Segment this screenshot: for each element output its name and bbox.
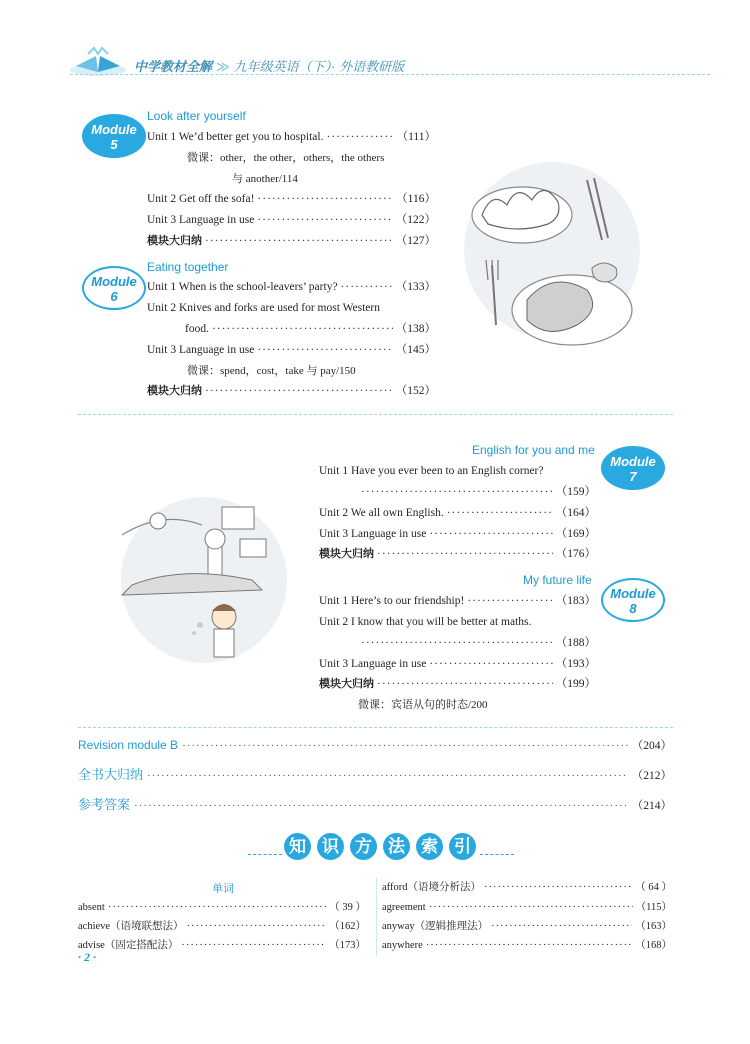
toc-entry[interactable]: Unit 3 Language in use ····· （122）	[147, 210, 436, 230]
index-entry[interactable]: advise（固定搭配法） ····· （173）	[78, 936, 366, 955]
toc-entry[interactable]: 模块大归纳 ····· （199）	[319, 674, 596, 694]
index-entry[interactable]: agreement ····· （115）	[382, 898, 672, 917]
module-6-title: Eating together	[147, 260, 229, 274]
toc-entry[interactable]: Unit 3 Language in use ····· （169）	[319, 524, 596, 544]
toc-entry[interactable]: Unit 2 Get off the sofa! ····· （116）	[147, 189, 436, 209]
index-banner	[284, 833, 476, 860]
banner-char: 法	[383, 833, 410, 860]
toc-entry[interactable]: Unit 3 Language in use ····· （145）	[147, 340, 436, 360]
header-rule	[70, 74, 710, 75]
index-entry[interactable]: achieve（语境联想法） ····· （162）	[78, 917, 366, 936]
book-title: 中学教材全解	[134, 59, 213, 74]
index-entry[interactable]: anywhere ····· （168）	[382, 936, 672, 955]
module-7-badge: Module 7	[601, 446, 665, 490]
banner-char: 引	[449, 833, 476, 860]
column-divider	[376, 878, 377, 956]
section-divider	[78, 727, 673, 728]
toc-entry[interactable]: 模块大归纳 ····· （127）	[147, 231, 436, 251]
banner-char: 识	[317, 833, 344, 860]
header-title: 中学教材全解 ≫ 九年级英语（下）· 外语教研版	[134, 59, 405, 74]
toc-entry[interactable]: food. ····· （138）	[185, 319, 436, 339]
book-summary-entry[interactable]: 全书大归纳 ····· （212）	[78, 765, 672, 786]
index-entry[interactable]: absent ····· （ 39 ）	[78, 898, 366, 917]
toc-entry[interactable]: Unit 1 Here’s to our friendship! ····· （183）	[319, 591, 596, 611]
module-6-badge: Module 6	[82, 266, 146, 310]
banner-char: 知	[284, 833, 311, 860]
micro-lesson: 与 another/114	[232, 173, 298, 185]
toc-entry[interactable]: 模块大归纳 ····· （152）	[147, 381, 436, 401]
module-7-title: English for you and me	[472, 443, 595, 457]
toc-entry[interactable]: Unit 2 We all own English. ····· （164）	[319, 503, 596, 523]
index-entry[interactable]: anyway（逻辑推理法） ····· （163）	[382, 917, 672, 936]
banner-dash-right	[480, 854, 514, 855]
banner-dash-left	[248, 854, 282, 855]
index-column-head: 单词	[212, 883, 234, 895]
banner-char: 方	[350, 833, 377, 860]
banner-char: 索	[416, 833, 443, 860]
toc-entry[interactable]: Unit 3 Language in use ····· （193）	[319, 654, 596, 674]
book-subtitle: 九年级英语（下）· 外语教研版	[233, 59, 405, 74]
book-logo-icon	[68, 44, 128, 78]
module-5-badge: Module 5	[82, 114, 146, 158]
module-8-title: My future life	[523, 573, 592, 587]
module-5-title: Look after yourself	[147, 109, 246, 123]
micro-lesson: 微课：宾语从句的时态/200	[358, 699, 488, 711]
revision-module-entry[interactable]: Revision module B ····· （204）	[78, 735, 672, 756]
index-entry[interactable]: afford（语境分析法） ····· （ 64 ）	[382, 878, 672, 897]
answers-entry[interactable]: 参考答案 ····· （214）	[78, 795, 672, 816]
food-illustration	[462, 160, 642, 360]
toc-entry[interactable]: 模块大归纳 ····· （176）	[319, 544, 596, 564]
micro-lesson: 微课：spend，cost，take 与 pay/150	[187, 365, 356, 377]
toc-entry[interactable]: Unit 1 Have you ever been to an English corner?	[319, 465, 544, 477]
micro-lesson: 微课：other，the other，others，the others	[187, 152, 385, 164]
toc-entry[interactable]: Unit 1 When is the school-leavers’ party? ····· （133）	[147, 277, 436, 297]
page-number: · 2 ·	[78, 950, 96, 964]
toc-entry[interactable]: ····· （188）	[358, 633, 596, 653]
future-illustration	[112, 495, 292, 665]
module-8-badge: Module 8	[601, 578, 665, 622]
toc-entry[interactable]: Unit 2 Knives and forks are used for most Western	[147, 302, 380, 314]
section-divider	[78, 414, 673, 415]
toc-entry[interactable]: ····· （159）	[358, 482, 596, 502]
toc-entry[interactable]: Unit 1 We’d better get you to hospital. ····· （111）	[147, 127, 436, 147]
toc-entry[interactable]: Unit 2 I know that you will be better at maths.	[319, 616, 532, 628]
